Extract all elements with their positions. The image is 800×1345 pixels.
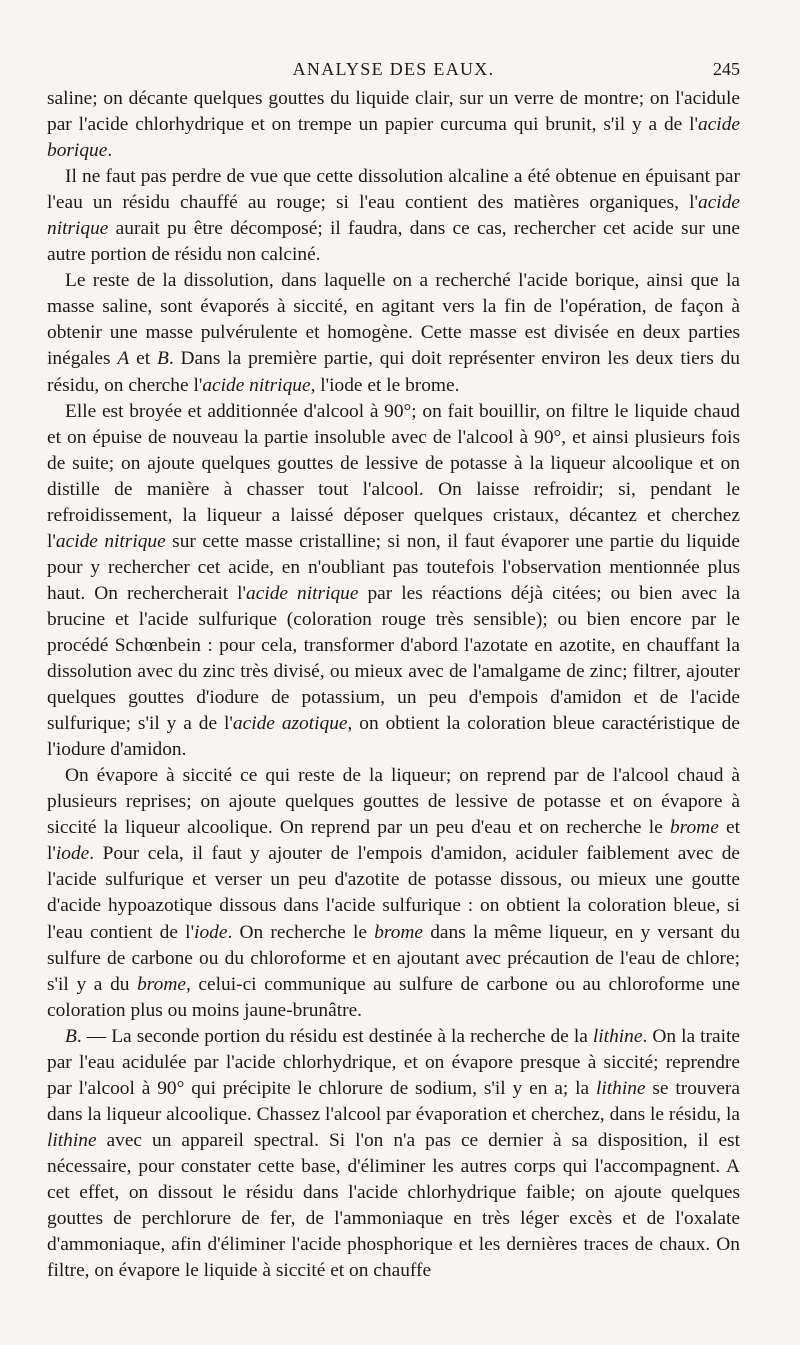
text-run: avec un appareil spectral. Si l'on n'a pas ce dernier à sa disposition, il est nécessaire, pour constater cette base, d'éliminer les autres corps qui l'accompagnent. A cet effet, on dissout le résidu dans l'acide chlorhydrique faible; on ajoute quelques gouttes de perchlorure de fer, de l'ammoniaque en très léger excès et de l'oxalate d'ammoniaque, afin d'éliminer l'acide phosphorique et les dernières traces de chaux. On filtre, on évapore le liquide à siccité et on chauffe: [47, 1129, 740, 1282]
page-number: 245: [713, 59, 740, 79]
paragraph: [47, 86, 740, 164]
text-run: On évapore à siccité ce qui reste de la liqueur; on reprend par de l'alcool chaud à plusieurs reprises; on ajoute quelques gouttes de lessive de potasse et on évapore à siccité la liqueur alcoolique. On reprend par un peu d'eau et on recherche le: [47, 765, 740, 839]
text-run: se trouvera dans la liqueur alcoolique. Chassez l'alcool par évaporation et cherchez, dans le résidu, la: [47, 1077, 740, 1125]
text-run: . On recherche le: [227, 921, 375, 943]
text-run: .: [107, 140, 113, 162]
italic-text-run: brome: [669, 817, 719, 839]
page-header: [47, 55, 740, 85]
text-run: . Pour cela, il faut y ajouter de l'empois d'amidon, aciduler faiblement avec de l'acide sulfurique et verser un peu d'azotite de potasse dissous, ou mieux une goutte d'acide hypoazotique dissous dans l'acide sulfurique : on obtient la coloration bleue, si l'eau contient de l': [47, 843, 740, 943]
text-run: , l'iode et le brome.: [310, 374, 460, 396]
text-run: par les réactions déjà citées; ou bien avec la brucine et l'acide sulfurique (coloration rouge très sensible); ou bien encore par le procédé Schœnbein : pour cela, transformer d'abord l'azotate en azotite, en chauffant la dissolution avec du zinc très divisé, ou mieux avec de l'amalgame de zinc; filtrer, ajouter quelques gouttes d'iodure de potassium, un peu d'empois d'amidon et de l'acide sulfurique; s'il y a de l': [47, 582, 741, 735]
body-text: [47, 86, 740, 1284]
paragraph: [47, 1024, 740, 1284]
text-run: aurait pu être décomposé; il faudra, dans ce cas, rechercher cet acide sur une autre portion de résidu non calciné.: [47, 218, 740, 266]
paragraph: [47, 763, 740, 1023]
text-run: . — La seconde portion du résidu est destinée à la recherche de la: [76, 1025, 593, 1047]
paragraph: [47, 399, 740, 764]
italic-text-run: B: [65, 1025, 77, 1047]
running-title: ANALYSE DES EAUX.: [292, 59, 495, 79]
italic-text-run: lithine: [595, 1077, 646, 1099]
text-run: et l': [47, 817, 741, 865]
italic-text-run: brome: [137, 973, 186, 995]
italic-text-run: brome: [374, 921, 424, 943]
paragraph: [47, 164, 740, 268]
text-run: . Dans la première partie, qui doit représenter environ les deux tiers du résidu, on cherche l': [47, 348, 740, 396]
italic-text-run: A: [117, 348, 130, 370]
italic-text-run: iode: [55, 843, 90, 865]
italic-text-run: lithine: [592, 1025, 643, 1047]
italic-text-run: iode: [194, 921, 228, 943]
text-run: Elle est broyée et additionnée d'alcool à 90°; on fait bouillir, on filtre le liquide chaud et on épuise de nouveau la partie insoluble avec de l'alcool à 90°, et ainsi plusieurs fois de suite; on ajoute quelques gouttes de lessive de potasse à la liqueur alcoolique et on distille de manière à chasser tout l'alcool. On laisse refroidir; si, pendant le refroidissement, la liqueur a laissé déposer quelques cristaux, décantez et cherchez l': [47, 400, 740, 552]
text-run: dans la même liqueur, en y versant du sulfure de carbone ou du chloroforme et en ajoutant avec précaution de l'eau de chlore; s'il y a du: [47, 921, 740, 995]
italic-text-run: acide nitrique: [47, 192, 740, 240]
italic-text-run: acide azotique: [232, 713, 348, 735]
italic-text-run: B: [156, 348, 169, 370]
text-run: . On la traite par l'eau acidulée par l'acide chlorhydrique, et on évapore presque à siccité; reprendre par l'alcool à 90° qui précipite le chlorure de sodium, s'il y en a; la: [47, 1025, 740, 1099]
text-run: et: [129, 348, 157, 370]
text-run: , on obtient la coloration bleue caractéristique de l'iodure d'amidon.: [47, 713, 740, 761]
text-run: saline; on décante quelques gouttes du liquide clair, sur un verre de montre; on l'acidule par l'acide chlorhydrique et on trempe un papier curcuma qui brunit, s'il y a de l': [47, 88, 740, 136]
text-run: , celui-ci communique au sulfure de carbone ou au chloroforme une coloration plus ou moins jaune-brunâtre.: [47, 973, 740, 1021]
italic-text-run: acide nitrique: [55, 530, 166, 552]
italic-text-run: acide borique: [47, 114, 740, 162]
italic-text-run: acide nitrique: [246, 582, 359, 604]
text-run: Il ne faut pas perdre de vue que cette dissolution alcaline a été obtenue en épuisant par l'eau un résidu chauffé au rouge; si l'eau contient des matières organiques, l': [47, 166, 740, 214]
text-run: sur cette masse cristalline; si non, il faut évaporer une partie du liquide pour y rechercher cet acide, en n'oubliant pas toutefois l'observation mentionnée plus haut. On rechercherait l': [47, 530, 740, 604]
paragraph: [47, 268, 740, 398]
italic-text-run: acide nitrique: [202, 374, 311, 396]
italic-text-run: lithine: [47, 1129, 97, 1151]
text-run: Le reste de la dissolution, dans laquelle on a recherché l'acide borique, ainsi que la masse saline, sont évaporés à siccité, en agitant vers la fin de l'opération, de façon à obtenir une masse pulvérulente et homogène. Cette masse est divisée en deux parties inégales: [47, 270, 740, 370]
